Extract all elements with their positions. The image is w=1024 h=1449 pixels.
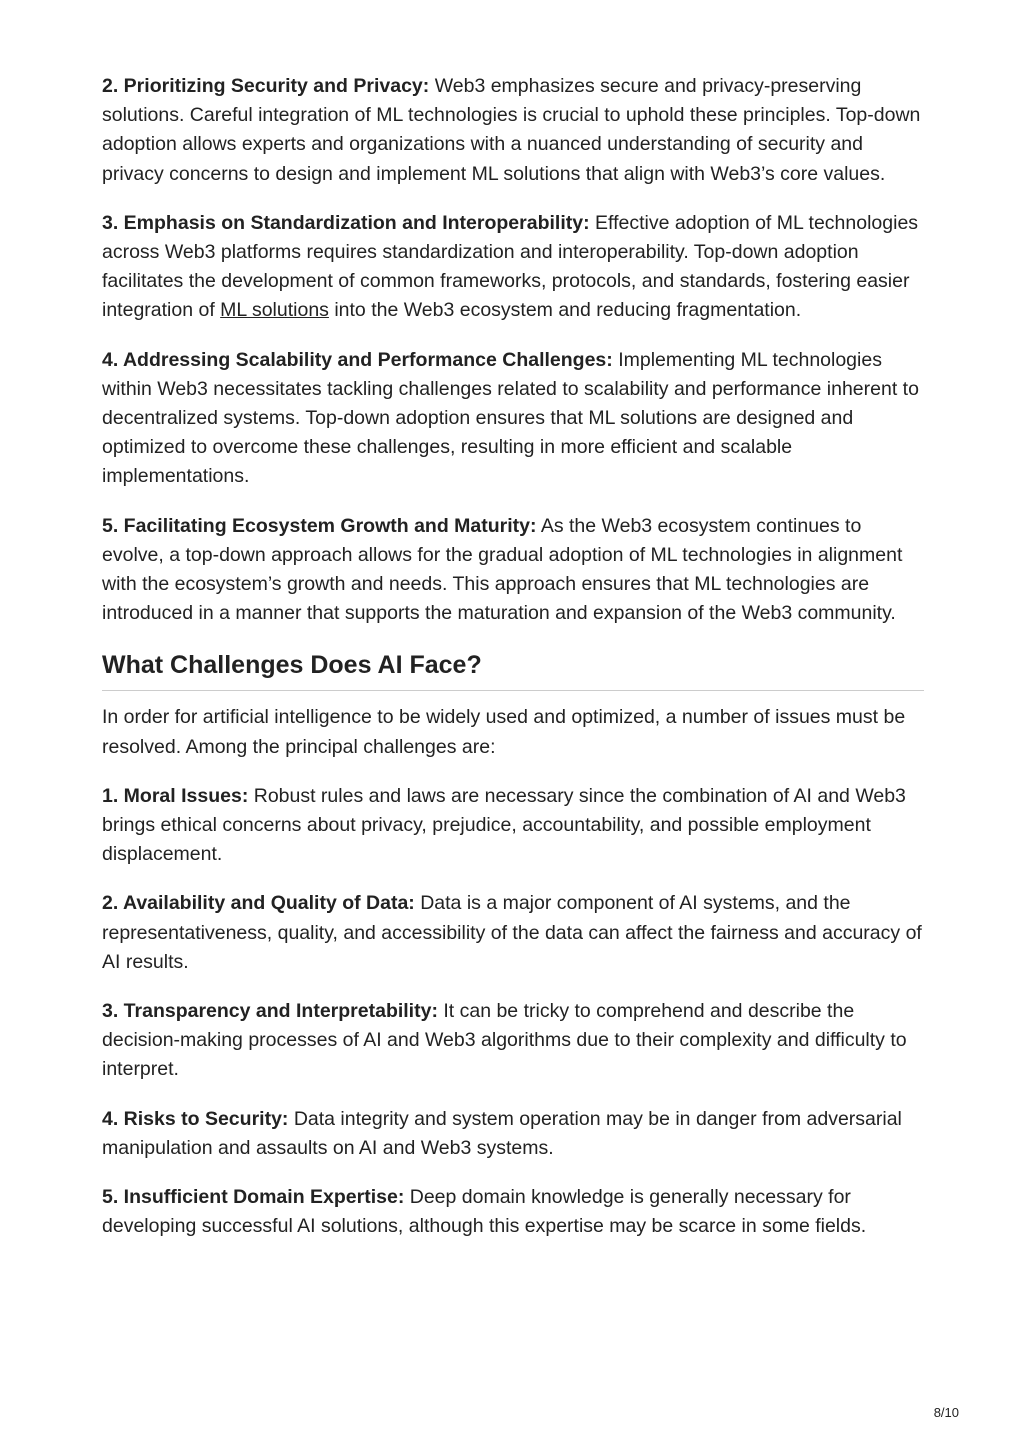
challenge-text: Data is a major component of AI systems, and the representativeness, quality, and accessibility of the data can affect the fairness and accuracy of AI results. (102, 892, 922, 973)
challenge-text: Data integrity and system operation may be in danger from adversarial manipulation and assaults on AI and Web3 systems. (102, 1107, 902, 1159)
list-item-title: 5. Facilitating Ecosystem Growth and Maturity: (102, 514, 537, 537)
article-content (102, 72, 924, 1262)
challenge-item-security (102, 1105, 924, 1163)
challenge-text: It can be tricky to comprehend and describe the decision-making processes of AI and Web3 algorithms due to their complexity and difficulty to interpret. (102, 1000, 907, 1081)
challenge-item-moral (102, 782, 924, 870)
challenge-title: 5. Insufficient Domain Expertise: (102, 1186, 405, 1209)
section-heading: What Challenges Does AI Face? (102, 648, 924, 691)
list-item-text: As the Web3 ecosystem continues to evolve, a top-down approach allows for the gradual adoption of ML technologies in alignment with the ecosystem’s growth and needs. This approach ensures that ML technologies are introduced in a manner that supports the maturation and expansion of the Web3 community. (102, 514, 903, 625)
challenge-text: Robust rules and laws are necessary since the combination of AI and Web3 brings ethical concerns about privacy, prejudice, accountability, and possible employment displacement. (102, 784, 906, 866)
challenge-item-expertise (102, 1183, 924, 1241)
challenge-text: Deep domain knowledge is generally necessary for developing successful AI solutions, although this expertise may be scarce in some fields. (102, 1186, 867, 1238)
list-item-standardization (102, 209, 924, 326)
ml-solutions-link[interactable]: ML solutions (220, 299, 329, 322)
list-item-ecosystem-growth (102, 512, 924, 629)
section-intro: In order for artificial intelligence to be widely used and optimized, a number of issues must be resolved. Among the principal challenges are: (102, 706, 906, 758)
challenge-title: 1. Moral Issues: (102, 784, 249, 807)
list-item-scalability (102, 346, 924, 492)
list-item-text: Web3 emphasizes secure and privacy-preserving solutions. Careful integration of ML technologies is crucial to uphold these principles. Top-down adoption allows experts and organizations with a nuanced understanding of security and privacy concerns to design and implement ML solutions that align with Web3’s core values. (102, 75, 921, 185)
list-item-title: 2. Prioritizing Security and Privacy: (102, 75, 430, 97)
list-item-title: 4. Addressing Scalability and Performance Challenges: (102, 348, 613, 371)
list-item-security-privacy (102, 72, 924, 189)
list-item-text: Implementing ML technologies within Web3 necessitates tackling challenges related to scalability and performance inherent to decentralized systems. Top-down adoption ensures that ML solutions are designed and optimized to overcome these challenges, resulting in more efficient and scalable implementations. (102, 348, 919, 488)
challenge-title: 2. Availability and Quality of Data: (102, 892, 415, 915)
challenge-item-data (102, 889, 924, 977)
challenge-item-transparency (102, 997, 924, 1085)
challenge-title: 4. Risks to Security: (102, 1107, 289, 1130)
challenge-title: 3. Transparency and Interpretability: (102, 1000, 438, 1023)
page-number: 8/10 (933, 1405, 959, 1420)
list-item-text: Effective adoption of ML technologies across Web3 platforms requires standardization and interoperability. Top-down adoption facilitates the development of common frameworks, protocols, and standards, fostering easier integration of (102, 211, 919, 322)
list-item-text: into the Web3 ecosystem and reducing fragmentation. (328, 299, 802, 322)
list-item-title: 3. Emphasis on Standardization and Interoperability: (102, 211, 590, 234)
